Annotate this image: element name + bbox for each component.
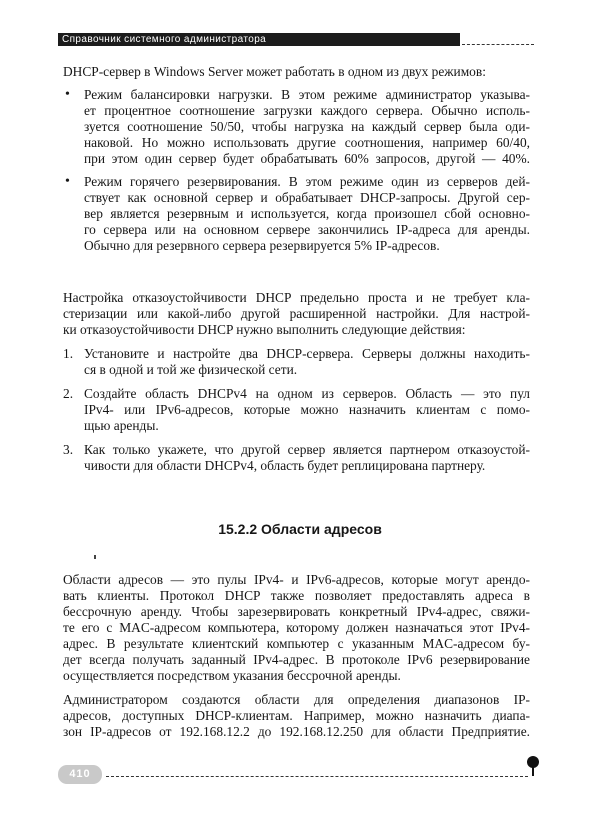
step-number: 2. [63, 386, 74, 401]
page-number: 410 [69, 768, 91, 780]
failover-line-3: ки отказоустойчивости DHCP нужно выполнить следующие действия: [63, 322, 466, 337]
bullet-1-line-1: Режим балансировки нагрузки. В этом режиме администратор указыва- [84, 87, 530, 102]
step-2-line-2: IPv4- или IPv6-адресов, которые можно назначить клиентам с помо- [84, 402, 530, 417]
running-header [58, 33, 460, 46]
print-speck [94, 555, 96, 559]
intro-text: DHCP-сервер в Windows Server может работать в одном из двух режимов: [63, 64, 486, 79]
paragraph-1-line-1: Области адресов — это пулы IPv4- и IPv6-адресов, которые могут арендо- [63, 572, 530, 587]
step-2-line-3: щью аренды. [84, 418, 159, 433]
paragraph-1-line-7: осуществляется посредством указания бессрочной аренды. [63, 668, 401, 683]
step-1-line-1: Установите и настройте два DHCP-сервера. Серверы должны находить- [84, 346, 530, 361]
footer-ornament-dot [527, 756, 539, 768]
section-heading: 15.2.2 Области адресов [218, 521, 382, 537]
paragraph-2-line-2: адресов, доступных DHCP-клиентам. Например, можно назначить диапа- [63, 708, 530, 723]
bullet-marker: • [65, 87, 70, 102]
paragraph-1-line-4: те его с MAC-адресом компьютера, которому должен назначаться этот IPv4- [63, 620, 530, 635]
running-header-title: Справочник системного администратора [62, 34, 267, 45]
step-2-line-1: Создайте область DHCPv4 на одном из серверов. Область — это пул [84, 386, 530, 401]
failover-line-1: Настройка отказоустойчивости DHCP предельно проста и не требует кла- [63, 290, 530, 305]
step-3-line-2: чивости для области DHCPv4, область будет реплицирована партнеру. [84, 458, 486, 473]
step-3-line-1: Как только укажете, что другой сервер является партнером отказоустой- [84, 442, 530, 457]
bullet-2-line-1: Режим горячего резервирования. В этом режиме один из серверов дей- [84, 174, 530, 189]
bullet-1-line-4: наковой. Но можно использовать другие соотношения, например 60/40, [84, 135, 530, 150]
step-number: 3. [63, 442, 74, 457]
header-rule [462, 44, 534, 45]
bullet-2-line-5: Обычно для резервного сервера резервируется 5% IP-адресов. [84, 238, 440, 253]
bullet-1-line-2: ет процентное соотношение загрузки каждого сервера. Обычно исполь- [84, 103, 530, 118]
paragraph-2-line-1: Администратором создаются области для определения диапазонов IP- [63, 692, 530, 707]
step-1-line-2: ся в одной и той же физической сети. [84, 362, 298, 377]
paragraph-1-line-6: дет всегда получать заданный IPv4-адрес. В протоколе IPv6 резервирование [63, 652, 530, 667]
paragraph-1-line-5: адрес. В результате клиентский компьютер с указанным MAC-адресом бу- [63, 636, 530, 651]
paragraph-1-line-3: бессрочную аренду. Чтобы зарезервировать конкретный IPv4-адрес, свяжи- [63, 604, 530, 619]
step-number: 1. [63, 346, 74, 361]
failover-line-2: стеризации или какой-либо другой расширенной настройки. Для настрой- [63, 306, 530, 321]
paragraph-1-line-2: вать клиенты. Протокол DHCP также позволяет предоставлять адреса в [63, 588, 530, 603]
bullet-1-line-3: зуется соотношение 50/50, чтобы нагрузка на каждый сервер была оди- [84, 119, 530, 134]
bullet-2-line-2: ствует как основной сервер и обрабатывает DHCP-запросы. Другой сер- [84, 190, 530, 205]
bullet-2-line-3: вер является резервным и используется, когда произошел сбой основно- [84, 206, 530, 221]
bullet-2-line-4: го сервера или на основном сервере закончились IP-адреса для аренды. [84, 222, 530, 237]
page-number-badge [58, 765, 102, 784]
bullet-1-line-5: при этом один сервер будет обрабатывать 60% запросов, другой — 40%. [84, 151, 530, 166]
footer-rule [106, 776, 528, 777]
paragraph-2-line-3: зон IP-адресов от 192.168.12.2 до 192.168.12.250 для области Предприятие. [63, 724, 530, 739]
bullet-marker: • [65, 174, 70, 189]
